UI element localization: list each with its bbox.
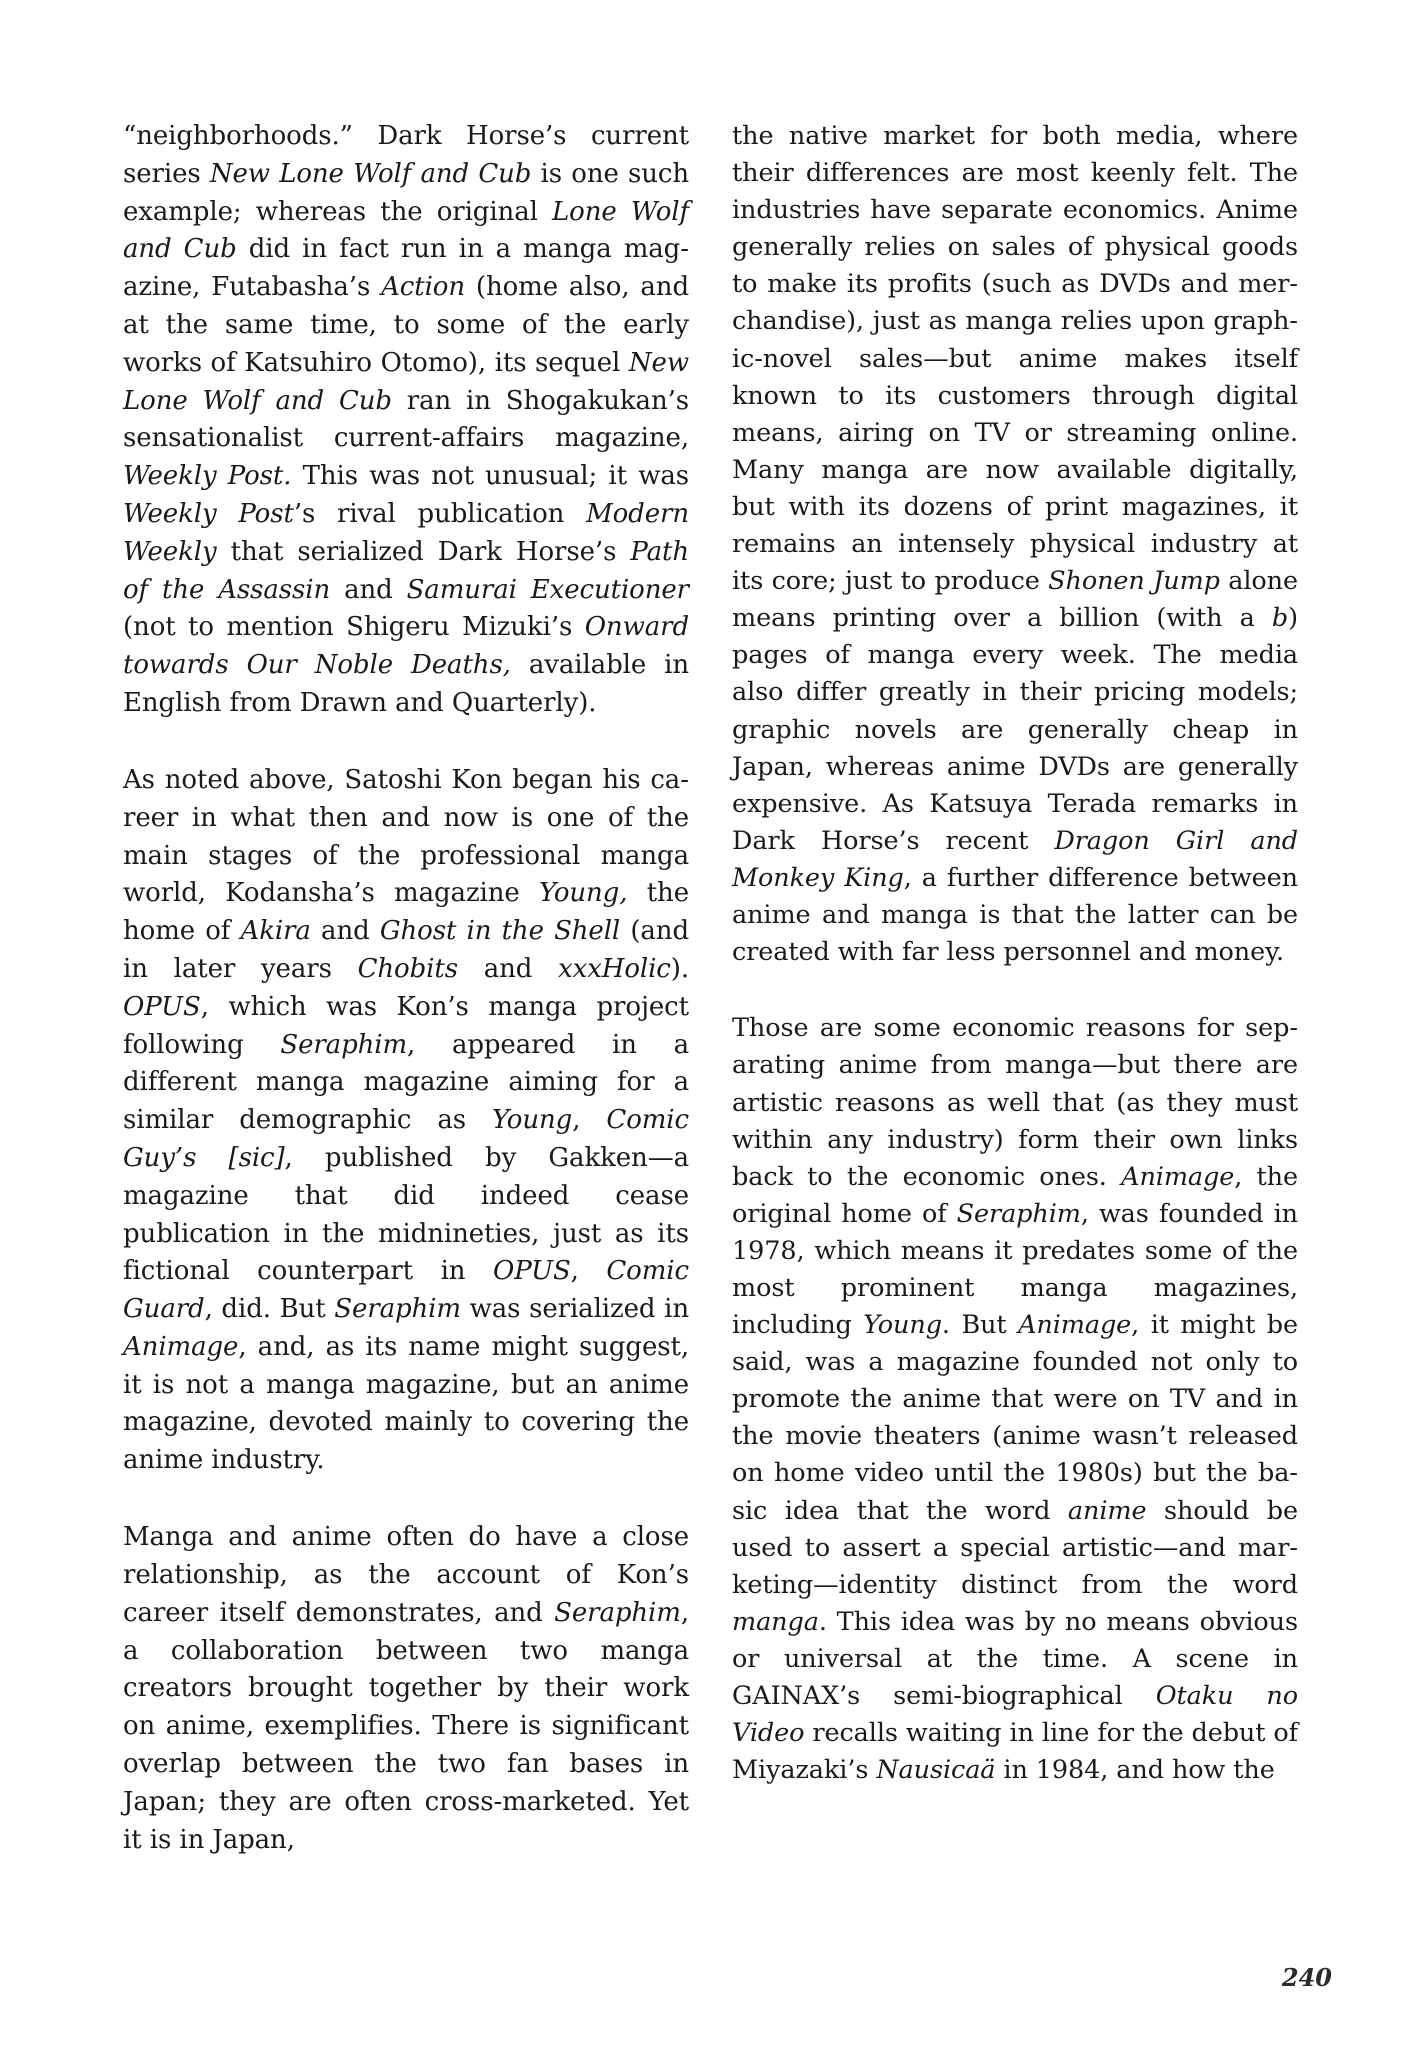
body-text: , did. But (204, 1294, 335, 1325)
body-text: should be used to assert a special artistic—and marketing—identity distinct from the word (732, 1495, 1298, 1600)
italic-title-text: Lone Wolf and Cub (123, 196, 690, 265)
body-text: , (570, 1256, 607, 1287)
body-text: the home of (123, 878, 689, 947)
body-text: “neighborhoods.” Dark Horse’s current series (123, 121, 689, 189)
italic-title-text: Action (381, 272, 466, 303)
italic-title-text: Onward towards Our Noble Deaths, (123, 612, 689, 681)
italic-title-text: Path of the Assassin (123, 536, 689, 605)
body-text: is one such example; whereas the original (123, 158, 689, 227)
italic-title-text: Animage (123, 1331, 239, 1362)
body-text: was serialized in (460, 1294, 689, 1325)
italic-title-text: Young, (539, 878, 628, 909)
body-text: ’s rival publication (293, 498, 587, 529)
body-text: , and, as its name might suggest, it is not a manga magazine, but an anime magazine, devoted mainly to covering the anime industry. (123, 1331, 689, 1476)
italic-title-text: Nausicaä (876, 1755, 996, 1786)
italic-title-text: Seraphim (956, 1198, 1081, 1229)
body-text: , (572, 1105, 607, 1136)
italic-title-text: xxxHolic (558, 953, 671, 984)
italic-title-text: Modern Weekly (123, 498, 689, 567)
body-text: alone means printing over a billion (with a (732, 566, 1298, 634)
body-text: did in fact run in a manga magazine, Futabasha’s (123, 234, 689, 303)
body-text: Manga and anime often do have a close relationship, as the account of Kon’s career itself demonstrates, and (123, 1522, 689, 1628)
body-text: and (457, 953, 559, 984)
body-text: , the original home of (732, 1161, 1298, 1229)
text-column-left (123, 118, 689, 1899)
body-text: , it might be said, was a magazine founded not only to promote the anime that were on TV and in the movie theaters (anime wasn’t released on home video until the 1980s) but the basic idea that the word (732, 1310, 1298, 1526)
body-text: , was founded in 1978, which means it predates some of the most prominent manga magazines, including (732, 1198, 1298, 1341)
body-text: This was not unusual; it was (291, 461, 689, 492)
italic-title-text: manga (732, 1606, 819, 1637)
body-text: ran in Shogakukan’s sensationalist current-affairs magazine, (123, 385, 689, 454)
italic-title-text: Seraphim (334, 1294, 461, 1325)
body-text: in 1984, and how the (995, 1755, 1275, 1786)
body-text: and (310, 916, 380, 947)
italic-title-text: Seraphim (280, 1029, 408, 1060)
italic-title-text: Young (492, 1105, 573, 1136)
italic-title-text: Seraphim (554, 1597, 681, 1628)
italic-title-text: New Lone Wolf and Cub (209, 158, 532, 189)
italic-title-text: OPUS (492, 1256, 571, 1287)
italic-title-text: Akira (240, 916, 311, 947)
body-text: (home also, and at the same time, to some of the early works of Katsuhiro Otomo), its sequel (123, 272, 689, 378)
body-text: ) pages of manga every week. The media also differ greatly in their pricing models; graphic novels are generally cheap in Japan, whereas anime DVDs are generally expensive. As Katsuya Terada remarks in Dark Horse’s recent (732, 603, 1298, 856)
body-text: and (330, 574, 407, 605)
body-text: , published by Gakken—a magazine that did indeed cease publication in the midnineties, just as its fictional counterpart in (123, 1142, 689, 1287)
italic-title-text: Weekly Post. (123, 461, 292, 492)
text-column-right (732, 118, 1298, 1829)
page-number: 240 (1281, 1963, 1332, 1992)
italic-title-text: OPUS (123, 991, 201, 1022)
italic-title-text: New Lone Wolf and Cub (123, 347, 689, 416)
italic-title-text: Young (863, 1310, 942, 1341)
body-text: . But (941, 1310, 1019, 1341)
body-text: , which was Kon’s manga project following (123, 991, 689, 1060)
body-text: ). (670, 953, 689, 984)
italic-title-text: Animage (1018, 1310, 1132, 1341)
italic-title-text: Comic Guy’s [sic] (123, 1105, 689, 1173)
body-text: available in English from Drawn and Quarterly). (123, 650, 689, 718)
italic-title-text: anime (1067, 1495, 1147, 1526)
body-text: , appeared in a different manga magazine aiming for a similar demographic as (123, 1029, 689, 1136)
body-text: . This idea was by no means obvious or universal at the time. A scene in GAINAX’s semi-biographical (732, 1606, 1298, 1712)
italic-title-text: Otaku no Video (732, 1681, 1299, 1749)
italic-title-text: Comic Guard (123, 1256, 689, 1325)
italic-title-text: Samurai Executioner (406, 574, 689, 605)
italic-title-text: Shonen Jump (1048, 566, 1220, 597)
paragraph (123, 1519, 689, 1859)
paragraph (123, 118, 689, 723)
italic-title-text: Chobits (357, 953, 458, 984)
italic-title-text: Ghost in the Shell (379, 916, 621, 947)
body-text: the native market for both media, where their differences are most keenly felt. The industries have separate economics. Anime generally relies on sales of physical goods to make its profits (such as DVDs and merchandise), just as manga relies upon graphic-novel sales—but anime makes itself known to its customers through digital means, airing on TV or streaming online. Many manga are now available digitally, but with its dozens of print magazines, it remains an intensely physical industry at its core; just to produce (732, 121, 1298, 597)
body-text: , a collaboration between two manga creators brought together by their work on anime, exemplifies. There is significant overlap between the two fan bases in Japan; they are often cross-marketed. Yet it is in Japan, (123, 1597, 689, 1855)
paragraph (732, 1010, 1298, 1789)
body-text: , a further difference between anime and manga is that the latter can be created with far less personnel and money. (732, 862, 1298, 968)
body-text: that serialized Dark Horse’s (216, 536, 631, 567)
italic-title-text: Weekly Post (123, 498, 294, 529)
paragraph (732, 118, 1298, 971)
body-text: Those are some economic reasons for separating anime from manga—but there are artistic reasons as well that (as they must within any industry) form their own links back to the economic ones. (732, 1013, 1298, 1192)
body-text: (not to mention Shigeru Mizuki’s (123, 612, 585, 643)
body-text: recalls waiting in line for the debut of Miyazaki’s (732, 1718, 1298, 1786)
paragraph (123, 762, 689, 1480)
body-text: As noted above, Satoshi Kon began his career in what then and now is one of the main stages of the professional manga world, Kodansha’s magazine (123, 764, 689, 909)
italic-title-text: Dragon Girl and Monkey King (732, 825, 1298, 893)
italic-title-text: b (1271, 603, 1289, 634)
body-text: (and in later years (123, 916, 689, 984)
italic-title-text: Animage (1121, 1161, 1235, 1192)
